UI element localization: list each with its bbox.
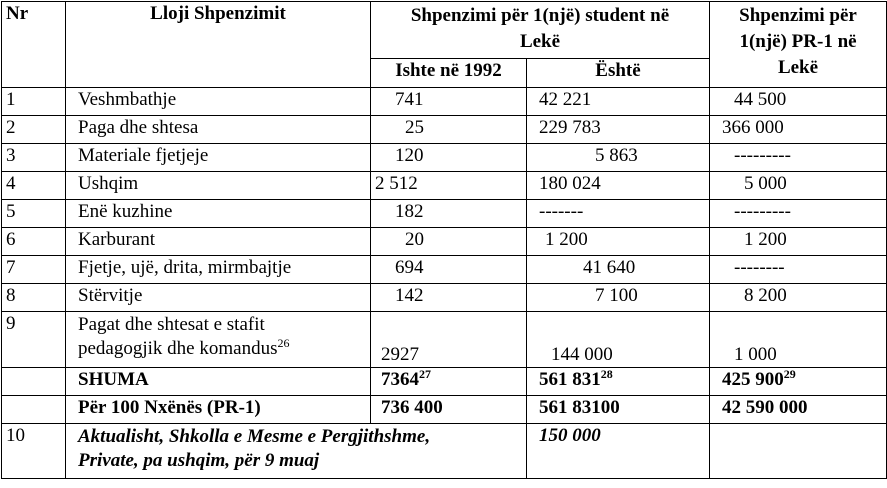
- cell-nr: 8: [2, 284, 66, 312]
- cell-nr: 5: [2, 200, 66, 228]
- cell-nr: 9: [2, 312, 66, 368]
- table-row: [2, 424, 887, 479]
- cell-pr1-value: --------: [734, 257, 785, 278]
- cell-eshte-value: 229 783: [539, 117, 601, 138]
- cell-pr1: [710, 284, 887, 312]
- cell-eshte-value: 41 640: [583, 257, 636, 278]
- per100-label: Për 100 Nxënës (PR-1): [66, 396, 371, 424]
- cell-pr1-value: 5 000: [744, 173, 787, 194]
- cell-pr1: [710, 172, 887, 200]
- cell-label-line1: Aktualisht, Shkolla e Mesme e Pergjithshme,: [78, 426, 431, 447]
- total-row: [2, 368, 887, 396]
- cell-ishte-value: 2927: [381, 344, 419, 365]
- cell-ishte-value: 741: [395, 89, 424, 110]
- cell-nr-empty: [2, 396, 66, 424]
- cell-pr1: [710, 312, 887, 368]
- cell-eshte-value: 42 221: [539, 89, 592, 110]
- cell-pr1: [710, 228, 887, 256]
- cell-eshte: [527, 256, 710, 284]
- cell-ishte-value: 182: [395, 201, 424, 222]
- header-pr1: [710, 2, 887, 88]
- cell-pr1-value: 8 200: [744, 285, 787, 306]
- cell-eshte: [527, 144, 710, 172]
- table-row: [2, 256, 887, 284]
- header-nr: Nr: [2, 2, 66, 88]
- cell-ishte-value: 120: [395, 145, 424, 166]
- cell-ishte-value: 2 512: [375, 173, 418, 194]
- cell-pr1: [710, 116, 887, 144]
- cell-nr: 1: [2, 88, 66, 116]
- cell-eshte-value: -------: [539, 201, 584, 222]
- per100-ishte: 736 400: [371, 396, 527, 424]
- cell-ishte: [371, 172, 527, 200]
- total-pr1-value: 425 900: [722, 369, 784, 390]
- cell-ishte-value: 142: [395, 285, 424, 306]
- expense-table: [1, 1, 887, 479]
- total-ishte-value: 7364: [381, 369, 419, 390]
- cell-nr: 3: [2, 144, 66, 172]
- cell-label: Materiale fjetjeje: [66, 144, 371, 172]
- cell-eshte-value: 144 000: [551, 344, 613, 365]
- cell-pr1-value: 366 000: [722, 117, 784, 138]
- table-row: [2, 172, 887, 200]
- per100-pr1: 42 590 000: [710, 396, 887, 424]
- cell-pr1-value: 44 500: [734, 89, 787, 110]
- cell-ishte-value: 25: [405, 117, 424, 138]
- cell-pr1: [710, 200, 887, 228]
- cell-pr1: [710, 88, 887, 116]
- cell-ishte-value: 20: [405, 229, 424, 250]
- cell-ishte: [371, 116, 527, 144]
- table-row: [2, 284, 887, 312]
- cell-ishte: [371, 256, 527, 284]
- table-row: [2, 200, 887, 228]
- cell-label-line2: [78, 337, 366, 361]
- cell-ishte: [371, 144, 527, 172]
- cell-eshte: [527, 228, 710, 256]
- cell-label-line2: Private, pa ushqim, për 9 muaj: [78, 450, 320, 471]
- cell-eshte-value: 7 100: [595, 285, 638, 306]
- cell-nr: 10: [2, 424, 66, 479]
- cell-eshte-value: 180 024: [539, 173, 601, 194]
- total-label: SHUMA: [66, 368, 371, 396]
- total-pr1: [710, 368, 887, 396]
- cell-pr1-empty: [710, 424, 887, 479]
- header-lloji: Lloji Shpenzimit: [66, 2, 371, 88]
- header-row: [2, 2, 887, 59]
- table-row: [2, 116, 887, 144]
- header-pr1-text: Shpenzimi për 1(një) PR-1 në Lekë: [739, 5, 857, 78]
- cell-label: Ushqim: [66, 172, 371, 200]
- header-student-text: Shpenzimi për 1(një) student në Lekë: [410, 5, 670, 52]
- cell-label: Stërvitje: [66, 284, 371, 312]
- cell-label: Veshmbathje: [66, 88, 371, 116]
- cell-eshte: [527, 312, 710, 368]
- cell-nr: 2: [2, 116, 66, 144]
- cell-label-line2-text: pedagogjik dhe komandus: [78, 338, 278, 359]
- cell-pr1-value: ---------: [734, 145, 791, 166]
- total-eshte-value: 561 831: [539, 369, 601, 390]
- cell-label: Karburant: [66, 228, 371, 256]
- header-student: [371, 2, 710, 59]
- cell-label: [66, 424, 527, 479]
- cell-eshte: [527, 284, 710, 312]
- total-eshte: [527, 368, 710, 396]
- cell-eshte: [527, 116, 710, 144]
- cell-pr1: [710, 144, 887, 172]
- cell-nr: 4: [2, 172, 66, 200]
- total-ishte: [371, 368, 527, 396]
- cell-label: Fjetje, ujë, drita, mirmbajtje: [66, 256, 371, 284]
- table-row: [2, 228, 887, 256]
- table-row: [2, 312, 887, 368]
- cell-nr: 7: [2, 256, 66, 284]
- cell-nr-empty: [2, 368, 66, 396]
- cell-pr1: [710, 256, 887, 284]
- cell-pr1-value: 1 000: [734, 344, 777, 365]
- cell-eshte: [527, 200, 710, 228]
- header-eshte: Është: [527, 59, 710, 88]
- cell-ishte: [371, 200, 527, 228]
- cell-eshte-value: 1 200: [545, 229, 588, 250]
- cell-eshte-value: 5 863: [595, 145, 638, 166]
- footnote-ref: 28: [600, 367, 613, 381]
- per100-row: [2, 396, 887, 424]
- cell-eshte: 150 000: [527, 424, 710, 479]
- footnote-ref: 29: [783, 367, 796, 381]
- footnote-ref: 27: [419, 367, 431, 381]
- header-ishte: Ishte në 1992: [371, 59, 527, 88]
- table-row: [2, 88, 887, 116]
- per100-eshte: 561 83100: [527, 396, 710, 424]
- cell-ishte-value: 694: [395, 257, 424, 278]
- cell-label: Enë kuzhine: [66, 200, 371, 228]
- cell-pr1-value: 1 200: [744, 229, 787, 250]
- cell-pr1-value: ---------: [734, 201, 791, 222]
- cell-ishte: [371, 284, 527, 312]
- cell-nr: 6: [2, 228, 66, 256]
- cell-label-line1: Pagat dhe shtesat e stafit: [78, 314, 265, 335]
- cell-label: Paga dhe shtesa: [66, 116, 371, 144]
- cell-ishte: [371, 88, 527, 116]
- footnote-ref: 26: [277, 336, 290, 350]
- cell-ishte: [371, 228, 527, 256]
- table-row: [2, 144, 887, 172]
- cell-eshte: [527, 172, 710, 200]
- cell-label: [66, 312, 371, 368]
- cell-ishte: [371, 312, 527, 368]
- cell-eshte: [527, 88, 710, 116]
